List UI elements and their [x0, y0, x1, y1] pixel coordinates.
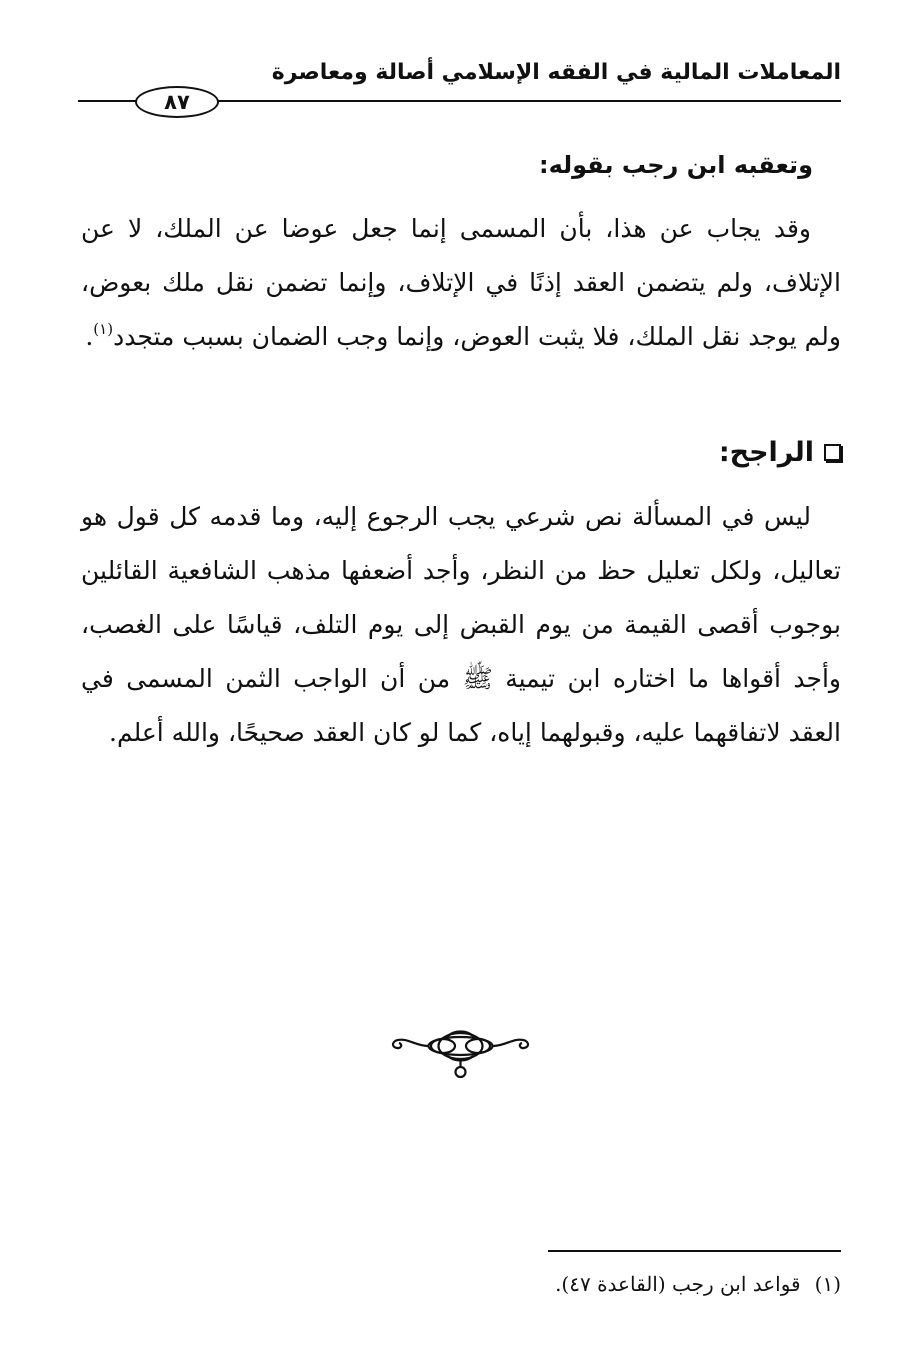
footnote-separator — [548, 1250, 841, 1252]
page-number: ٨٧ — [135, 86, 219, 118]
quoted-paragraph-text: وقد يجاب عن هذا، بأن المسمى إنما جعل عوضا عن الملك، لا عن الإتلاف، ولم يتضمن العقد إذنًا في الإتلاف، وإنما تضمن نقل ملك بعوض، ولم يوجد نقل الملك، فلا يثبت العوض، وإنما وجب الضمان بسبب متجدد — [81, 214, 841, 351]
section-heading-label: الراجح: — [718, 436, 814, 468]
header-rule-left — [78, 100, 138, 102]
quoted-paragraph-end: . — [85, 322, 94, 351]
section-heading — [441, 430, 841, 474]
footnote-number: (١) — [814, 1272, 841, 1296]
running-title: المعاملات المالية في الفقه الإسلامي أصالة ومعاصرة — [271, 60, 841, 85]
lead-in-text: وتعقبه ابن رجب بقوله: — [538, 151, 813, 179]
decorative-knot-ornament-icon — [388, 1024, 533, 1084]
footnote-item — [241, 1264, 841, 1304]
square-bullet-icon — [824, 444, 841, 461]
footnote-text: قواعد ابن رجب (القاعدة ٤٧). — [555, 1272, 801, 1296]
conclusion-paragraph: ليس في المسألة نص شرعي يجب الرجوع إليه، وما قدمه كل قول هو تعاليل، ولكل تعليل حظ من النظر، وأجد أضعفها مذهب الشافعية القائلين بوجوب أقصى القيمة من يوم القبض إلى يوم التلف، قياسًا على الغصب، وأجد أقواها ما اختاره ابن تيمية ﷺ من أن الواجب الثمن المسمى في العقد لاتفاقهما عليه، وقبولهما إياه، كما لو كان العقد صحيحًا، والله أعلم. — [81, 502, 841, 747]
footnote-reference[interactable]: (١) — [93, 319, 114, 338]
quoted-paragraph — [81, 202, 841, 364]
header-rule-right — [218, 100, 841, 102]
